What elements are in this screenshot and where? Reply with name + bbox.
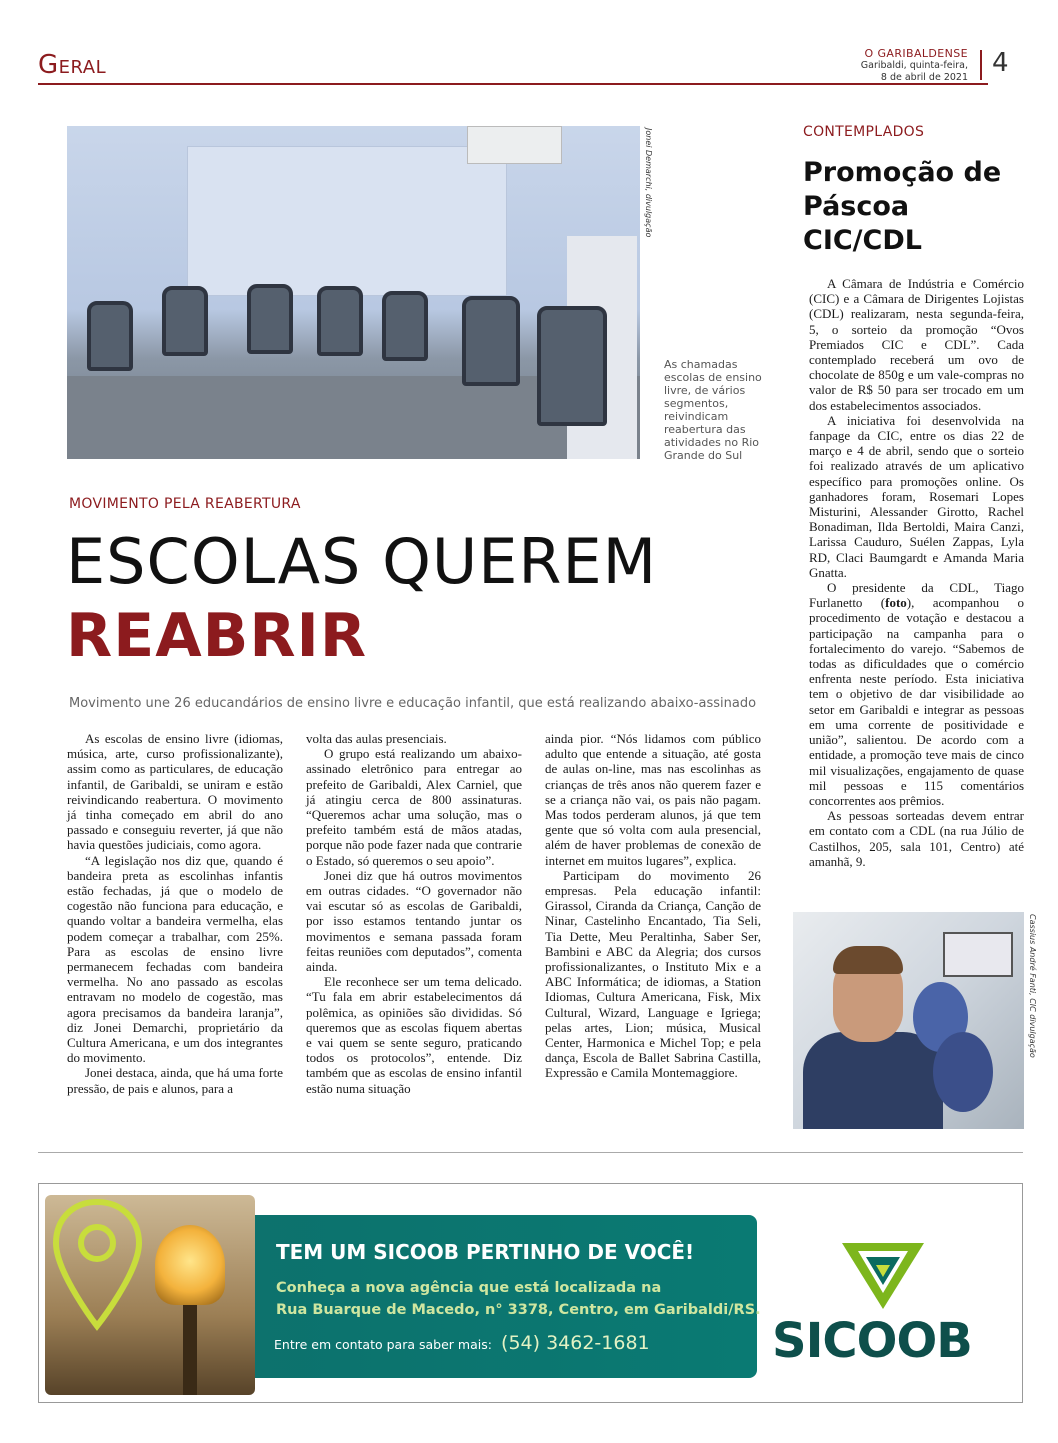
dateline-line-2: 8 de abril de 2021 [880,72,968,83]
page-number: 4 [992,48,1009,78]
header-divider [980,50,982,80]
paragraph: As escolas de ensino livre (idiomas, música, arte, curso profissionalizante), assim como as particulares, de educação infantil, de Garibaldi, se uniram e estão reivindicando reabertura. O movimento já tinha começado em abril do ano passado e conseguiu reverter, já que não havia questões judiciais, como agora. [67,731,283,853]
paragraph: Jonei destaca, ainda, que há uma forte pressão, de pais e alunos, para a [67,1065,283,1096]
ad-contact-label: Entre em contato para saber mais: [274,1337,492,1352]
sidebar-kicker: CONTEMPLADOS [803,124,925,140]
photo-monitor [943,932,1013,977]
lamp-globe [155,1225,225,1305]
sidebar-body [809,276,1024,869]
ad-text-line-2: Rua Buarque de Macedo, n° 3378, Centro, em Garibaldi/RS. [276,1302,761,1318]
article-column-3 [545,731,761,1081]
location-pin-icon [50,1198,145,1333]
photo-wall-panel [187,146,507,296]
classroom-photo [67,126,640,459]
photo-credit: Jonei Demarchi, divulgação [644,128,653,238]
dateline [848,60,968,84]
header-rule [38,83,988,85]
paragraph: ainda pior. “Nós lidamos com público adulto que entende a situação, até gosta de aulas on-line, mas nas escolinhas as crianças de três anos não querem fazer e se a criança não vai, os pais não pagam. Mas todos perderam alunos, já que tem gente que só volta com aula presencial, além de haver problemas de conexão de internet em muitos lugares”, explica. [545,731,761,868]
ad-separator [38,1152,1023,1153]
photo-shirt [803,1032,943,1129]
dateline-line-1: Garibaldi, quinta-feira, [860,60,968,71]
sicoob-logo-icon [842,1243,924,1309]
photo-air-conditioner [467,126,562,164]
photo-chair [247,284,293,354]
article-column-2 [306,731,522,1096]
section-name: Geral [38,50,107,80]
lamp-pole [183,1305,197,1395]
paragraph: Participam do movimento 26 empresas. Pela educação infantil: Girassol, Ciranda da Criança, Canção de Ninar, Castelinho Encantado, Tia Seli, Tia Dette, Meu Peraltinha, Saber Ser, Bambini e ABC da Alegria; dos cursos profissionalizantes, o Instituto Mix e a ABC Informática; de idiomas, a Station Idiomas, Cultura Americana, Fisk, Mix Cultural, Wizard, Language e Igriega; pelas artes, Lion; música, Musical Center, Harmonica e Michel Top; e pela dança, Escola de Ballet Sabrina Castilla, Expressão e Camila Montemaggiore. [545,867,761,1081]
paragraph [809,580,1024,808]
article-column-1 [67,731,283,1096]
newspaper-name: O GARIBALDENSE [864,47,968,60]
sidebar-title: Promoção de Páscoa CIC/CDL [803,157,1002,256]
paragraph: volta das aulas presenciais. [306,731,447,746]
ad-text-line-1: Conheça a nova agência que está localizada na [276,1280,662,1296]
text-run: ), acompanhou o procedimento de votação e destacou a participação na campanha para o fortalecimento do varejo. “Sabemos de todas as dificuldades que o comércio enfrenta neste período. Esta iniciativa tem o objetivo de dar visibilidade ao setor em Garibaldi e integrar as pessoas em uma corrente de positividade e união”, salientou. De acordo com a entidade, a promoção teve mais de cinco mil visualizações, engajamento de quase mil pessoas e 115 comentários concorrentes aos prêmios. [809,595,1024,808]
paragraph: As pessoas sorteadas devem entrar em contato com a CDL (na rua Júlio de Castilhos, 205, sala 101, Centro) até amanhã, 9. [809,808,1024,869]
photo-chair [382,291,428,361]
photo-chair [87,301,133,371]
portrait-credit: Cassius André Fanti, CIC divulgação [1028,914,1037,1058]
photo-chair [462,296,520,386]
ad-contact [274,1332,650,1354]
headline-line-1: ESCOLAS QUEREM [66,525,658,598]
headline-line-2: REABRIR [66,601,368,671]
photo-chair [317,286,363,356]
paragraph: Ele reconhece ser um tema delicado. “Tu fala em abrir estabelecimentos dá polêmica, as opiniões são divididas. Só queremos que as escolas fiquem abertas e vai quem se sente seguro, praticando todos os protocolos”, entende. Diz também que as escolas de ensino infantil estão numa situação [306,974,522,1096]
paragraph: A Câmara de Indústria e Comércio (CIC) e a Câmara de Dirigentes Lojistas (CDL) realizaram, nesta segunda-feira, 5, o sorteio da promoção “Ovos Premiados CIC e CDL”. Cada contemplado receberá um ovo de chocolate de 850g e um vale-compras no valor de R$ 50 para ser trocado em um dos estabelecimentos associados. [809,276,1024,413]
text-run-bold: foto [885,595,907,611]
text-run: O presidente da CDL, Tiago Furlanetto ( [809,580,1024,611]
subheadline: Movimento une 26 educandários de ensino livre e educação infantil, que está realizando abaixo-assinado [69,696,757,711]
ad-brand: SICOOB [772,1313,972,1369]
paragraph: “A legislação nos diz que, quando é bandeira preta as escolinhas infantis estão fechadas, já que o modelo de cogestão não funciona para educação, e quando voltar a bandeira vermelha, elas podem começar a trabalhar, com 25%. Para as escolas de ensino livre permanecem fechadas com bandeira vermelha. No ano passado as escolas entravam no modelo de cogestão, mas agora precisamos da bandeira laranja”, diz Jonei Demarchi, proprietário da Cultura Americana, e um dos integrantes do movimento. [67,852,283,1066]
photo-caption: As chamadas escolas de ensino livre, de vários segmentos, reivindicam reabertura das atividades no Rio Grande do Sul [664,358,762,462]
photo-easter-egg [933,1032,993,1112]
photo-hair [833,946,903,974]
paragraph: A iniciativa foi desenvolvida na fanpage da CIC, entre os dias 22 de março e 4 de abril, sendo que o sorteio foi realizado através de um aplicativo específico para promoções online. Os ganhadores foram, Rosemari Lopes Misturini, Alessander Girotto, Rachel Bonadiman, Ilda Bertoldi, Maira Canzi, Larissa Cauduro, Suélen Zappas, Lyla RD, Claci Baumgardt e Amanda Maria Gnatta. [809,412,1024,580]
article-kicker: MOVIMENTO PELA REABERTURA [69,496,301,512]
photo-chair [162,286,208,356]
photo-chair [537,306,607,426]
ad-phone: (54) 3462-1681 [501,1332,650,1354]
paragraph: O grupo está realizando um abaixo-assinado eletrônico para entregar ao prefeito de Garibaldi, Alex Carniel, que já atingiu cerca de 800 assinaturas. “Queremos achar uma solução, mas o prefeito também está de mãos atadas, porque não pode fazer nada que contrarie o Estado, só queremos o seu apoio”. [306,746,522,868]
ad-headline: TEM UM SICOOB PERTINHO DE VOCÊ! [276,1240,695,1264]
portrait-photo [793,912,1024,1129]
paragraph: Jonei diz que há outros movimentos em outras cidades. “O governador não vai escutar só as escolas de Garibaldi, por isso estamos tentando juntar os movimentos e semana passada foram feitas reuniões com deputados”, comenta ainda. [306,867,522,975]
